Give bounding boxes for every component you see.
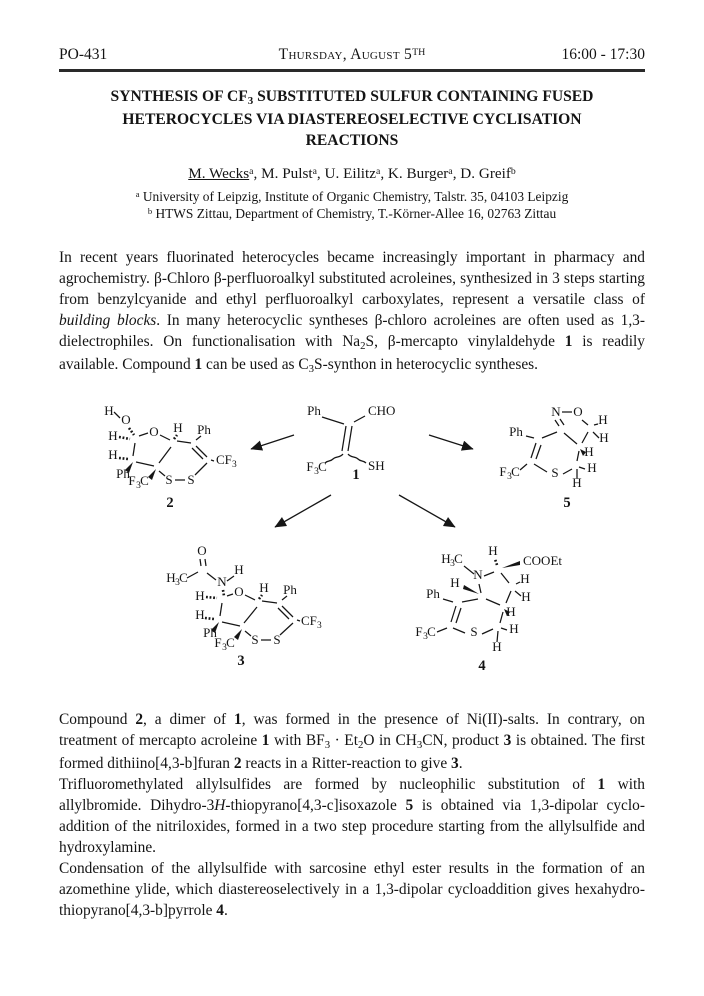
atom-label: 3 <box>317 621 322 631</box>
atom-label: Ph <box>426 586 440 601</box>
arrow-to-compound-5 <box>429 435 473 449</box>
paper-title: SYNTHESIS OF CF3 SUBSTITUTED SULFUR CONTAINING FUSED HETEROCYCLES VIA DIASTEREOSELECTIVE CYCLISATION REACTIONS <box>110 88 594 149</box>
atom-label: S <box>251 632 259 647</box>
compound-label-4: 4 <box>478 658 486 674</box>
atom-label: H <box>195 607 205 622</box>
atom-label: C <box>179 570 188 585</box>
atom-label: H <box>441 551 451 566</box>
paragraph-3: Trifluoromethylated allylsulfides are formed by nucleophilic substitution of 1 with allylbromide. Dihydro-3H-thiopyrano[4,3-c]isoxazole 5 is obtained via 1,3-dipolar cyclo-addition of the nitriloxides, formed in a two step procedure starting from the allylsulfide and hydroxylamine. <box>59 776 645 856</box>
compound-label-2: 2 <box>166 495 174 511</box>
atom-label: H <box>584 444 594 459</box>
atom-label: H <box>104 403 114 418</box>
atom-label: SH <box>368 458 385 473</box>
atom-label: O <box>121 412 131 427</box>
atom-label: Ph <box>509 424 523 439</box>
atom-label: Ph <box>116 466 130 481</box>
atom-label: O <box>234 584 244 599</box>
atom-label: 3 <box>175 578 180 588</box>
atom-label: H <box>509 621 519 636</box>
atom-label: S <box>551 465 559 480</box>
reaction-scheme <box>59 389 645 691</box>
atom-label: C <box>511 464 520 479</box>
atom-label: 3 <box>450 559 455 569</box>
atom-label: F <box>306 459 314 474</box>
atom-label: S <box>187 472 195 487</box>
atom-label: H <box>521 589 531 604</box>
atom-label: Ph <box>283 582 297 597</box>
structure-compound-2 <box>76 397 251 522</box>
atom-label: Ph <box>307 403 321 418</box>
compound-label-3: 3 <box>237 653 245 669</box>
atom-label: F <box>499 464 507 479</box>
atom-label: F <box>214 635 222 650</box>
atom-label: H <box>195 588 205 603</box>
session-day: Thursday, August 5TH <box>278 46 426 63</box>
atom-label: O <box>573 404 583 419</box>
atom-label: H <box>234 562 244 577</box>
atom-label: 3 <box>232 460 237 470</box>
atom-label: O <box>149 424 159 439</box>
arrow-to-compound-4 <box>399 495 455 527</box>
atom-label: H <box>166 570 176 585</box>
affiliation-a: $^a$ University of Leipzig, Institute of Organic Chemistry, Talstr. 35, 04103 Leipzig <box>135 189 569 204</box>
structure-compound-4 <box>406 535 596 675</box>
atom-label: H <box>173 420 183 435</box>
compound-label-1: 1 <box>352 467 360 483</box>
atom-label: H <box>572 475 582 490</box>
atom-label: S <box>273 632 281 647</box>
atom-label: H <box>450 575 460 590</box>
atom-label: C <box>427 624 436 639</box>
structure-1-drawing <box>298 397 423 485</box>
atom-label: S <box>470 624 478 639</box>
structure-compound-3 <box>158 535 363 680</box>
atom-label: CHO <box>368 403 396 418</box>
atom-label: COOEt <box>523 553 562 568</box>
atom-label: C <box>140 473 149 488</box>
atom-label: H <box>259 580 269 595</box>
structure-3-drawing <box>158 535 363 675</box>
compound-label-5: 5 <box>563 495 571 511</box>
abstract-block-1 <box>59 247 645 377</box>
atom-label: 3 <box>222 643 227 653</box>
atom-label: Ph <box>203 625 217 640</box>
atom-label: O <box>197 543 207 558</box>
atom-label: H <box>506 604 516 619</box>
atom-label: H <box>599 430 609 445</box>
atom-label: F <box>415 624 423 639</box>
atom-label: S <box>165 472 173 487</box>
atom-label: H <box>598 412 608 427</box>
atom-label: 3 <box>136 481 141 491</box>
atom-label: N <box>473 567 483 582</box>
atom-label: 3 <box>507 472 512 482</box>
structure-4-drawing <box>406 535 596 670</box>
atom-label: H <box>587 460 597 475</box>
structure-compound-1 <box>298 397 423 490</box>
atom-label: 3 <box>423 632 428 642</box>
affiliations <box>59 189 645 223</box>
atom-label: C <box>226 635 235 650</box>
abstract-block-2 <box>59 709 645 921</box>
atom-label: 3 <box>314 467 319 477</box>
atom-label: H <box>108 428 118 443</box>
paragraph-4: Condensation of the allylsulfide with sarcosine ethyl ester results in the formation of an azomethine ylide, which diastereoselectively in a 1,3-dipolar cycloaddition gives hexahydro-thiopyrano[4,3-b]pyrrole 4. <box>59 860 645 919</box>
atom-label: N <box>551 404 561 419</box>
paragraph-1: In recent years fluorinated heterocycles became increasingly important in pharmacy and agrochemistry. β-Chloro β-perfluoroalkyl substituted acroleines, synthesized in 3 steps starting from benzylcyanide and ethyl perfluoroalkyl carboxylates, represent a versatile class of building blocks. In many heterocyclic syntheses β-chloro acroleines are often used as 1,3-dielectrophiles. On functionalisation with Na2S, β-mercapto vinylaldehyde 1 is readily available. Compound 1 can be used as C3S-synthon in heterocyclic syntheses. <box>59 249 645 375</box>
arrow-to-compound-2 <box>251 435 294 449</box>
atom-label: CF <box>301 613 317 628</box>
atom-label: F <box>128 473 136 488</box>
atom-label: C <box>318 459 327 474</box>
atom-label: Ph <box>197 422 211 437</box>
session-time: 16:00 - 17:30 <box>561 46 645 63</box>
paragraph-2: Compound 2, a dimer of 1, was formed in the presence of Ni(II)-salts. In contrary, on treatment of mercapto acroleine 1 with BF3 · Et2O in CH3CN, product 3 is obtained. The first formed dithiino[4,3-b]furan 2 reacts in a Ritter-reaction to give 3. <box>59 711 645 772</box>
page-header <box>59 46 645 72</box>
arrow-to-compound-3 <box>275 495 331 527</box>
atom-label: H <box>108 447 118 462</box>
authors-line: M. Wecks$^a$, M. Pulst$^a$, U. Eilitz$^a$, K. Burger$^a$, D. Greif$^b$ <box>188 165 516 182</box>
atom-label: N <box>217 574 227 589</box>
structure-2-drawing <box>76 397 251 517</box>
poster-code: PO-431 <box>59 46 108 63</box>
atom-label: H <box>520 571 530 586</box>
atom-label: CF <box>216 452 232 467</box>
atom-label: H <box>488 543 498 558</box>
affiliation-b: $^b$ HTWS Zittau, Department of Chemistry, T.-Körner-Allee 16, 02763 Zittau <box>147 206 557 221</box>
atom-label: C <box>454 551 463 566</box>
atom-label: H <box>492 639 502 654</box>
